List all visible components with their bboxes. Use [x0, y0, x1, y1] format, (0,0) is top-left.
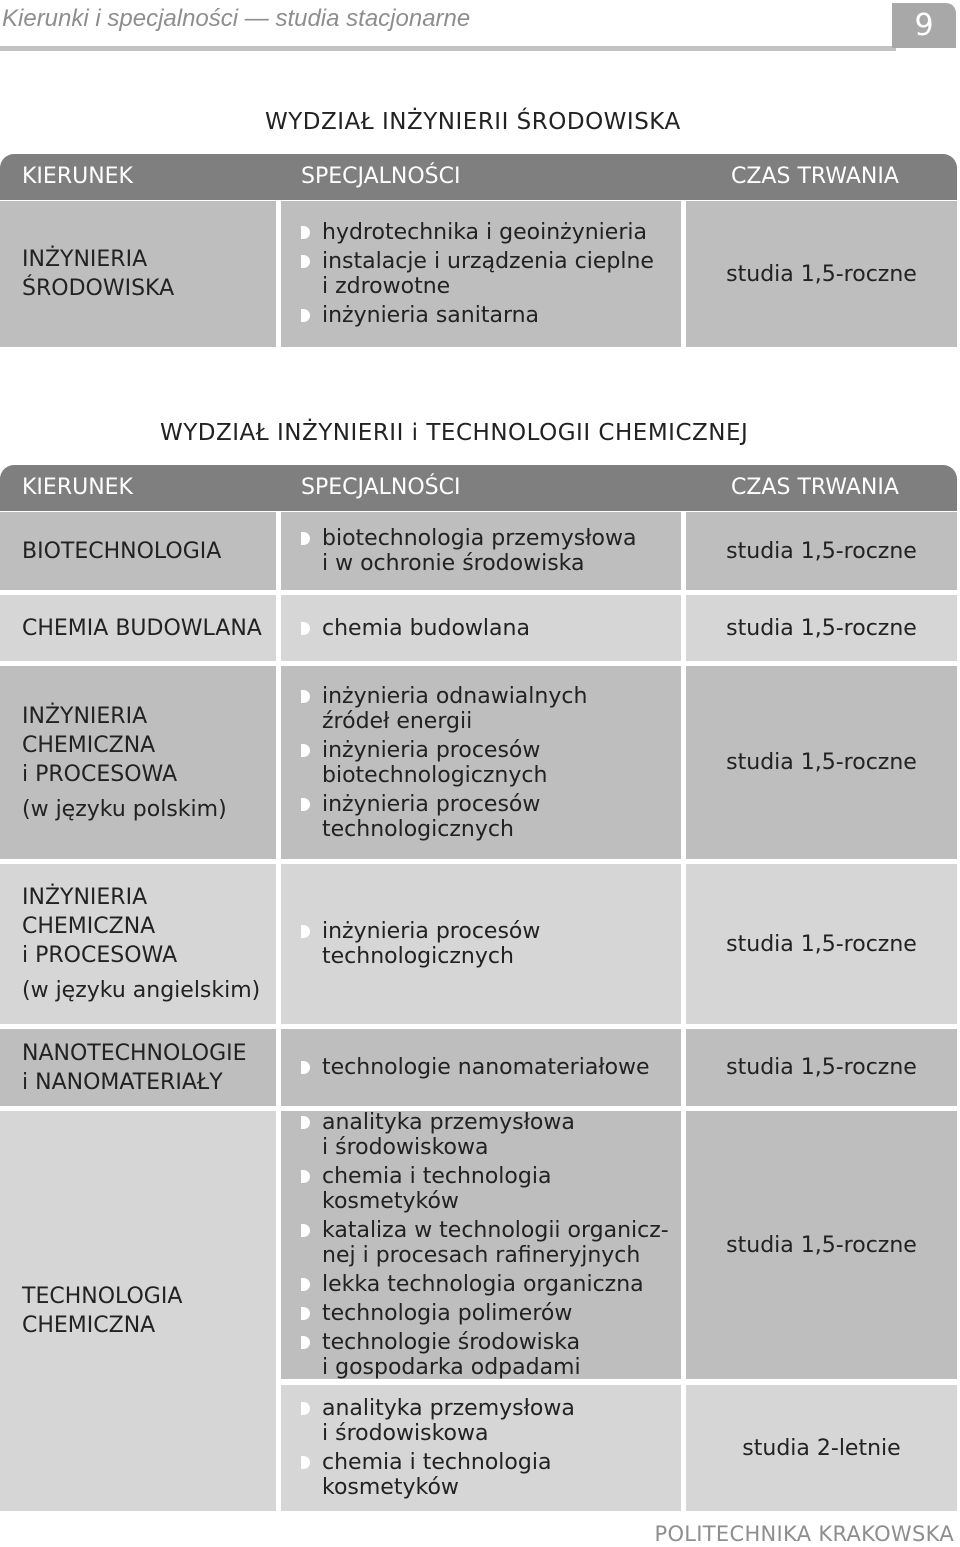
kierunek-label: BIOTECHNOLOGIA	[22, 538, 222, 564]
spec-item	[301, 1055, 681, 1080]
kierunek-label: CHEMICZNA	[22, 914, 156, 939]
kierunek-note: (w języku angielskim)	[22, 978, 261, 1003]
specjalnosci-cell	[281, 512, 681, 590]
spec-line: i środowiskowa	[322, 1135, 489, 1160]
spec-line: i w ochronie środowiska	[322, 551, 585, 576]
spec-line: i środowiskowa	[322, 1421, 489, 1446]
spec-item	[301, 1450, 681, 1500]
col-czas: CZAS TRWANIA	[731, 475, 899, 500]
spec-line: inżynieria odnawialnych	[322, 683, 588, 709]
col-specjalnosci: SPECJALNOŚCI	[301, 475, 461, 500]
spec-line: i gospodarka odpadami	[322, 1355, 581, 1380]
table-header-2	[0, 465, 957, 511]
czas-value: studia 1,5-roczne	[726, 931, 917, 957]
czas-cell	[686, 864, 957, 1024]
page-header-title: Kierunki i specjalności — studia stacjonarne	[2, 5, 471, 32]
czas-value: studia 1,5-roczne	[726, 1232, 917, 1258]
czas-cell	[686, 1029, 957, 1106]
kierunek-label: CHEMICZNA	[22, 1313, 156, 1338]
kierunek-note: (w języku polskim)	[22, 796, 227, 822]
czas-value: studia 2-letnie	[742, 1435, 901, 1461]
spec-line: hydrotechnika i geoinżynieria	[322, 220, 647, 245]
czas-cell	[686, 512, 957, 590]
specjalnosci-cell	[281, 1111, 681, 1379]
kierunek-cell	[0, 1111, 276, 1511]
kierunek-cell	[0, 666, 276, 859]
page-number: 9	[892, 3, 956, 48]
czas-cell	[686, 1111, 957, 1379]
table-header-1	[0, 154, 957, 200]
spec-item	[301, 738, 681, 788]
spec-item	[301, 792, 681, 842]
kierunek-label: i PROCESOWA	[22, 943, 178, 968]
col-czas: CZAS TRWANIA	[731, 164, 899, 189]
spec-line: źródeł energii	[322, 708, 473, 734]
specjalnosci-cell	[281, 1029, 681, 1106]
czas-value: studia 1,5-roczne	[726, 750, 917, 775]
kierunek-label: CHEMIA BUDOWLANA	[22, 615, 262, 641]
spec-item	[301, 220, 681, 245]
spec-item	[301, 1330, 681, 1380]
footer-university: POLITECHNIKA KRAKOWSKA	[654, 1522, 954, 1546]
spec-item	[301, 1164, 681, 1214]
czas-value: studia 1,5-roczne	[726, 261, 917, 287]
kierunek-cell	[0, 595, 276, 661]
spec-item	[301, 526, 681, 576]
specjalnosci-cell	[281, 595, 681, 661]
kierunek-label: i NANOMATERIAŁY	[22, 1069, 223, 1095]
spec-item	[301, 1218, 681, 1268]
kierunek-label: INŻYNIERIA	[22, 885, 148, 910]
kierunek-label: NANOTECHNOLOGIE	[22, 1040, 247, 1066]
spec-line: technologia polimerów	[322, 1301, 573, 1326]
kierunek-label: i PROCESOWA	[22, 761, 178, 787]
czas-value: studia 1,5-roczne	[726, 615, 917, 641]
section-title-chemia: WYDZIAŁ INŻYNIERII i TECHNOLOGII CHEMICZNEJ	[160, 420, 749, 446]
spec-line: chemia i technologia	[322, 1450, 552, 1475]
czas-cell	[686, 666, 957, 859]
spec-line: chemia i technologia	[322, 1164, 552, 1189]
spec-line: lekka technologia organiczna	[322, 1272, 644, 1297]
spec-item	[301, 303, 681, 328]
spec-line: biotechnologicznych	[322, 762, 548, 788]
spec-line: biotechnologia przemysłowa	[322, 526, 637, 551]
spec-item	[301, 616, 681, 641]
czas-value: studia 1,5-roczne	[726, 538, 917, 564]
spec-line: analityka przemysłowa	[322, 1110, 575, 1135]
kierunek-cell	[0, 512, 276, 590]
spec-line: technologicznych	[322, 944, 514, 969]
row-separator	[686, 1379, 943, 1383]
spec-item	[301, 249, 681, 299]
spec-line: kosmetyków	[322, 1189, 459, 1214]
kierunek-label: ŚRODOWISKA	[22, 276, 175, 301]
spec-line: technologie nanomateriałowe	[322, 1055, 650, 1080]
spec-line: nej i procesach rafineryjnych	[322, 1243, 641, 1268]
spec-line: kosmetyków	[322, 1475, 459, 1500]
czas-value: studia 1,5-roczne	[726, 1055, 917, 1080]
kierunek-label: TECHNOLOGIA	[22, 1284, 183, 1309]
specjalnosci-cell	[281, 666, 681, 859]
spec-line: analityka przemysłowa	[322, 1396, 575, 1421]
czas-cell	[686, 1385, 957, 1511]
spec-line: kataliza w technologii organicz-	[322, 1218, 669, 1243]
spec-line: technologicznych	[322, 816, 514, 842]
spec-line: inżynieria procesów	[322, 737, 541, 763]
col-kierunek: KIERUNEK	[22, 164, 133, 189]
spec-item	[301, 919, 681, 969]
kierunek-cell	[0, 864, 276, 1024]
spec-item	[301, 1110, 681, 1160]
spec-item	[301, 1396, 681, 1446]
spec-line: i zdrowotne	[322, 274, 451, 299]
spec-item	[301, 1301, 681, 1326]
spec-line: inżynieria procesów	[322, 919, 541, 944]
kierunek-label: INŻYNIERIA	[22, 703, 148, 729]
specjalnosci-cell	[281, 201, 681, 347]
spec-line: inżynieria sanitarna	[322, 303, 540, 328]
specjalnosci-cell	[281, 864, 681, 1024]
specjalnosci-cell	[281, 1385, 681, 1511]
header-divider	[0, 46, 896, 51]
czas-cell	[686, 201, 957, 347]
col-specjalnosci: SPECJALNOŚCI	[301, 164, 461, 189]
spec-line: chemia budowlana	[322, 615, 530, 641]
czas-cell	[686, 595, 957, 661]
spec-line: inżynieria procesów	[322, 791, 541, 817]
spec-line: technologie środowiska	[322, 1330, 581, 1355]
spec-line: instalacje i urządzenia cieplne	[322, 249, 654, 274]
section-title-srodowisko: WYDZIAŁ INŻYNIERII ŚRODOWISKA	[265, 109, 681, 135]
col-kierunek: KIERUNEK	[22, 475, 133, 500]
kierunek-cell	[0, 1029, 276, 1106]
kierunek-label: CHEMICZNA	[22, 732, 156, 758]
kierunek-label: INŻYNIERIA	[22, 247, 148, 272]
kierunek-cell	[0, 201, 276, 347]
spec-item	[301, 684, 681, 734]
spec-item	[301, 1272, 681, 1297]
